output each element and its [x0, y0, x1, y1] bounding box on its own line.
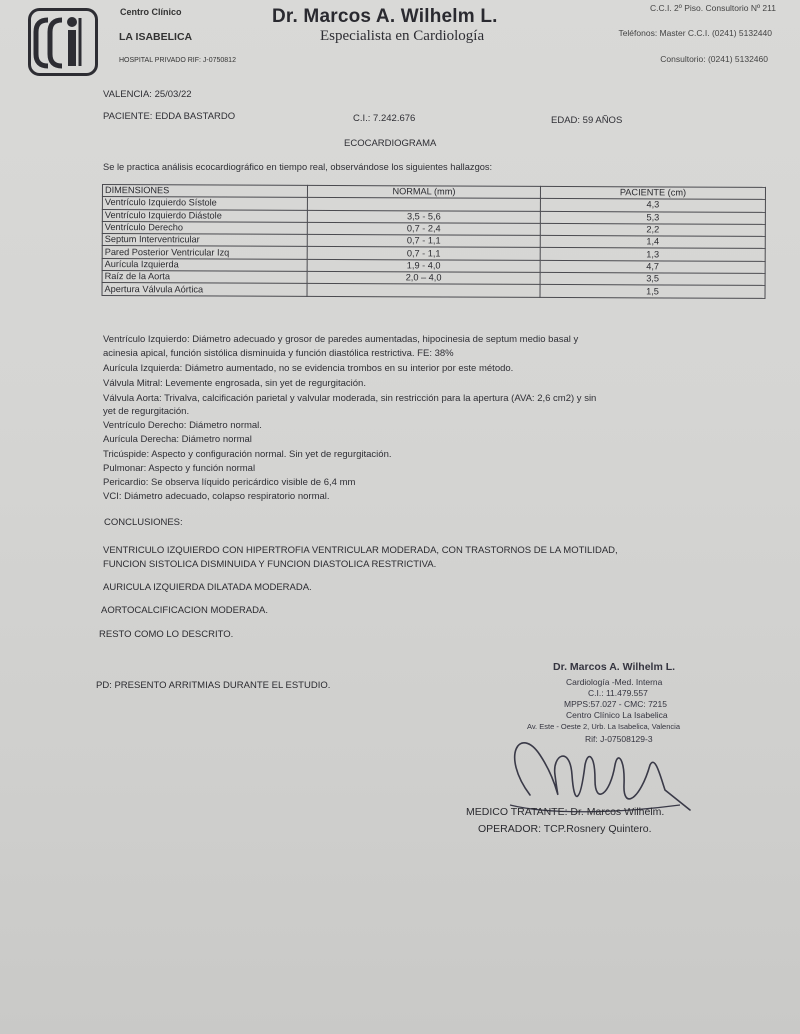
table-row: [102, 283, 765, 298]
table-cell: Ventrículo Izquierdo Diástole: [102, 209, 307, 222]
pd-note: PD: PRESENTO ARRITMIAS DURANTE EL ESTUDIO.: [96, 680, 331, 691]
stamp-line: Cardiología -Med. Interna: [566, 677, 663, 687]
table-cell: 3,5: [540, 272, 765, 285]
finding-line: Ventrículo Izquierdo: Diámetro adecuado y grosor de paredes aumentadas, hipocinesia de septum medio basal y: [103, 334, 579, 345]
conclusion-1-line2: FUNCION SISTOLICA DISMINUIDA Y FUNCION DIASTOLICA RESTRICTIVA.: [103, 559, 437, 570]
table-cell: Pared Posterior Ventricular Izq: [102, 246, 307, 259]
header-phones: Teléfonos: Master C.C.I. (0241) 5132440: [618, 28, 772, 38]
table-cell: 0,7 - 1,1: [307, 235, 540, 248]
table-cell: 0,7 - 2,4: [307, 222, 540, 235]
finding-line: VCI: Diámetro adecuado, colapso respiratorio normal.: [103, 491, 330, 502]
table-cell: 1,3: [540, 248, 765, 261]
patient-name: PACIENTE: EDDA BASTARDO: [103, 111, 236, 122]
clinic-name-line1: Centro Clínico: [120, 7, 182, 17]
table-cell: 1,4: [540, 236, 765, 249]
table-cell: Raíz de la Aorta: [102, 271, 307, 284]
report-date: VALENCIA: 25/03/22: [103, 89, 192, 100]
finding-line: Tricúspide: Aspecto y configuración normal. Sin yet de regurgitación.: [103, 449, 392, 460]
header-address: C.C.I. 2º Piso. Consultorio Nº 211: [649, 3, 776, 13]
finding-line: Pulmonar: Aspecto y función normal: [103, 463, 256, 474]
finding-line: Pericardio: Se observa líquido pericárdico visible de 6,4 mm: [103, 477, 356, 488]
stamp-line: Av. Este - Oeste 2, Urb. La Isabelica, Valencia: [527, 722, 680, 731]
clinic-name-line2: LA ISABELICA: [119, 31, 193, 43]
table-cell: 1,9 - 4,0: [307, 259, 540, 272]
table-cell: 4,7: [540, 260, 765, 273]
finding-line: Válvula Mitral: Levemente engrosada, sin yet de regurgitación.: [103, 378, 366, 389]
finding-line: yet de regurgitación.: [103, 406, 190, 417]
stamp-line: C.I.: 11.479.557: [588, 688, 648, 698]
stamp-line: MPPS:57.027 - CMC: 7215: [564, 699, 667, 709]
dimensions-table: [102, 184, 766, 299]
table-cell: 2,2: [540, 223, 765, 236]
stamp-line: Centro Clínico La Isabelica: [566, 710, 668, 720]
intro-text: Se le practica análisis ecocardiográfico en tiempo real, observándose los siguientes hallazgos:: [103, 162, 493, 172]
stamp-line: Rif: J-07508129-3: [585, 734, 653, 744]
table-cell: Aurícula Izquierda: [102, 258, 307, 271]
table-cell: Ventrículo Derecho: [102, 221, 307, 234]
table-cell: 4,3: [540, 199, 765, 212]
table-cell: Apertura Válvula Aórtica: [102, 283, 307, 296]
conclusion-4: RESTO COMO LO DESCRITO.: [99, 629, 234, 640]
table-header-cell: NORMAL (mm): [307, 185, 540, 198]
patient-age: EDAD: 59 AÑOS: [551, 115, 623, 126]
operador: OPERADOR: TCP.Rosnery Quintero.: [478, 823, 652, 835]
study-title: ECOCARDIOGRAMA: [344, 138, 437, 149]
finding-line: Aurícula Izquierda: Diámetro aumentado, no se evidencia trombos en su interior por este método.: [103, 363, 514, 374]
table-cell: 1,5: [540, 285, 765, 298]
table-cell: Septum Interventricular: [102, 234, 307, 247]
finding-line: acinesia apical, función sistólica disminuida y función diastólica restrictiva. FE: 38%: [103, 348, 454, 359]
finding-line: Válvula Aorta: Trivalva, calcificación parietal y valvular moderada, sin restricción para la apertura (AVA: 2,6 cm2) y sin: [103, 393, 597, 404]
table-cell: 2,0 – 4,0: [307, 271, 540, 284]
medico-tratante: MEDICO TRATANTE: Dr. Marcos Wilhelm.: [466, 806, 665, 818]
conclusions-heading: CONCLUSIONES:: [104, 517, 183, 528]
clinic-rif: HOSPITAL PRIVADO RIF: J-0750812: [119, 57, 236, 64]
patient-ci: C.I.: 7.242.676: [353, 113, 416, 124]
doctor-specialty: Especialista en Cardiología: [320, 28, 485, 44]
doctor-name-heading: Dr. Marcos A. Wilhelm L.: [272, 6, 498, 27]
table-cell: 5,3: [540, 211, 765, 224]
table-header-cell: DIMENSIONES: [102, 185, 307, 198]
table-cell: 0,7 - 1,1: [307, 247, 540, 260]
conclusion-1-line1: VENTRICULO IZQUIERDO CON HIPERTROFIA VENTRICULAR MODERADA, CON TRASTORNOS DE LA MOTILIDAD,: [103, 545, 618, 556]
clinic-logo-icon: [28, 8, 98, 76]
conclusion-2: AURICULA IZQUIERDA DILATADA MODERADA.: [103, 582, 312, 593]
stamp-doctor-name: Dr. Marcos A. Wilhelm L.: [553, 661, 676, 673]
table-cell: [307, 284, 540, 297]
finding-line: Aurícula Derecha: Diámetro normal: [103, 434, 252, 445]
conclusion-3: AORTOCALCIFICACION MODERADA.: [101, 605, 268, 616]
finding-line: Ventrículo Derecho: Diámetro normal.: [103, 420, 262, 431]
table-cell: 3,5 - 5,6: [307, 210, 540, 223]
table-header-cell: PACIENTE (cm): [540, 186, 765, 199]
table-cell: [307, 198, 540, 211]
table-cell: Ventrículo Izquierdo Sístole: [102, 197, 307, 210]
header-office-phone: Consultorio: (0241) 5132460: [660, 54, 768, 64]
